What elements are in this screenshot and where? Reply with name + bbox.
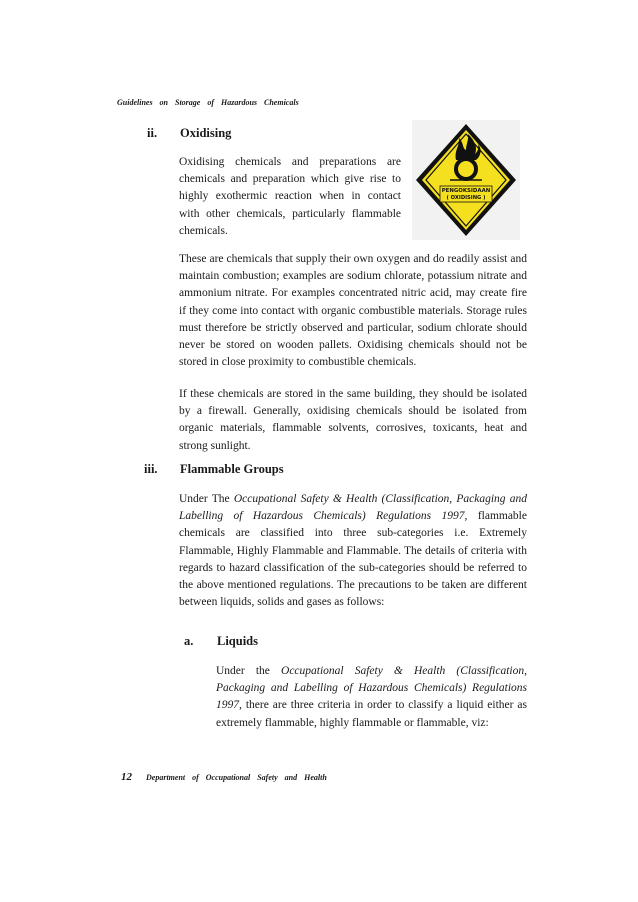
page-number: 12 <box>121 771 132 783</box>
section-iii-title: Flammable Groups <box>180 462 284 476</box>
oxidising-flame-over-circle-icon <box>412 120 520 240</box>
sign-label-line2: ( OXIDISING ) <box>446 195 486 201</box>
liquids-body-text: there are three criteria in order to classify a liquid either as extremely flammable, highly flammable or flammable, viz: <box>216 699 527 729</box>
oxidising-intro-paragraph: Oxidising chemicals and preparations are chemicals and preparation which give rise to highly exothermic reaction when in contact with other chemicals, particularly flammable chemicals. <box>179 156 401 237</box>
flammable-groups-lead-text: Under The <box>179 493 234 505</box>
page-footer <box>121 771 327 783</box>
running-header: Guidelines on Storage of Hazardous Chemicals <box>117 98 299 107</box>
oxidising-hazard-sign <box>412 120 520 240</box>
liquids-paragraph <box>216 663 527 732</box>
footer-department: Department of Occupational Safety and Health <box>146 773 327 782</box>
section-iii-number: iii. <box>144 462 158 476</box>
flammable-groups-paragraph <box>179 491 527 611</box>
regulation-reference: Occupational Safety & Health (Classification, Packaging and Labelling of Hazardous Chemicals) Regulations 1997, <box>179 493 527 523</box>
subsection-a-title: Liquids <box>217 634 259 648</box>
oxidising-isolation-paragraph: If these chemicals are stored in the same building, they should be isolated by a firewall. Generally, oxidising chemicals should be isolated from organic materials, flammable solvents, corrosives, toxicants, heat and strong sunlight. <box>179 388 527 452</box>
section-ii-title: Oxidising <box>180 126 232 140</box>
flammable-groups-body-text: flammable chemicals are classified into three sub-categories i.e. Extremely Flammable, Highly Flammable and Flammable. The details of criteria with regards to hazard classification of the sub-categories should be referred to the above mentioned regulations. The precautions to be taken are different between liquids, solids and gases as follows: <box>179 510 527 609</box>
sign-label-line1: PENGOKSIDAAN <box>441 188 491 194</box>
liquids-lead-text: Under the <box>216 665 282 677</box>
oxidising-combustion-paragraph: These are chemicals that supply their own oxygen and do readily assist and maintain combustion; examples are sodium chlorate, potassium nitrate and ammonium nitrate. For examples concentrated nitric acid, may create fire if they come into contact with organic combustible materials. Storage rules must therefore be strictly observed and particular, sodium chlorate should never be stored on wooden pallets. Oxidising chemicals should not be stored in close proximity to combustible chemicals. <box>179 253 527 369</box>
section-ii-number: ii. <box>147 126 158 140</box>
liquids-regulation-reference: Occupational Safety & Health (Classification, Packaging and Labelling of Hazardous Chemicals) Regulations 1997, <box>216 665 527 712</box>
subsection-a-letter: a. <box>184 634 194 648</box>
